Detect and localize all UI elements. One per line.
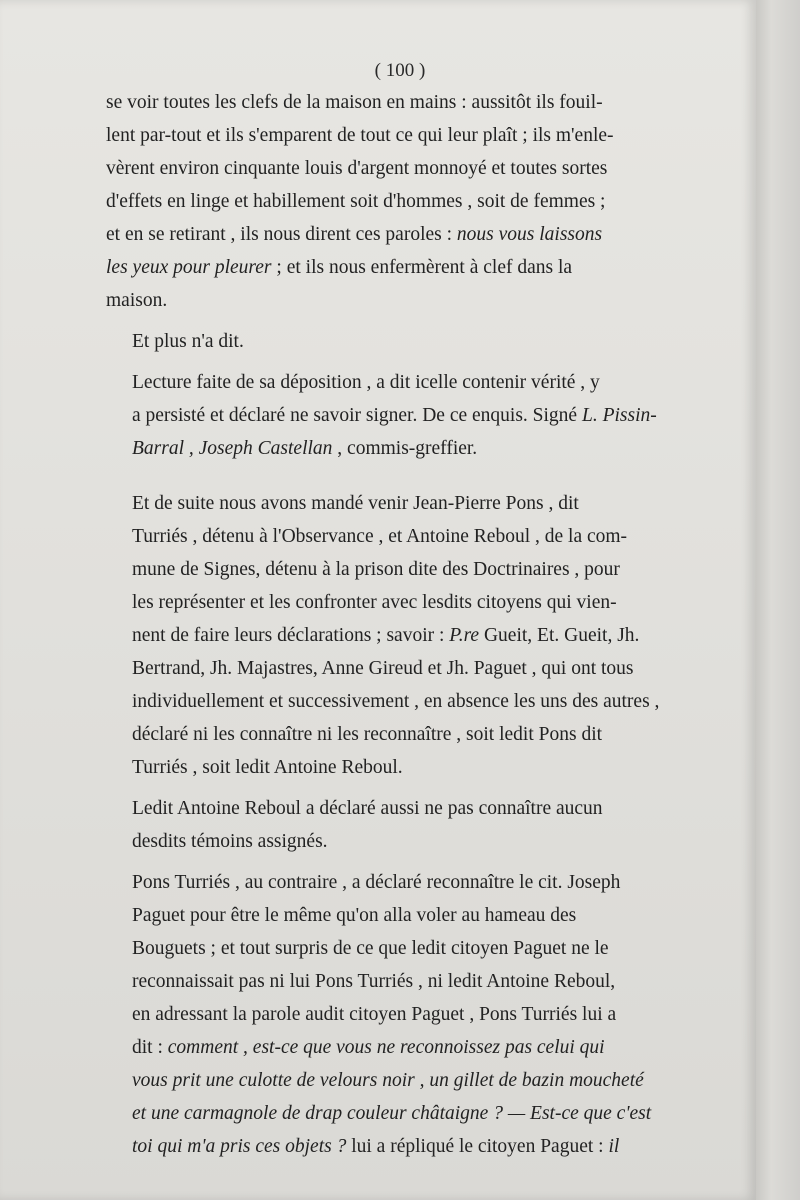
text-line [106,432,720,465]
text-segment: maison. [106,290,168,311]
text-line [106,325,720,358]
page-edge [756,0,800,1200]
italic-text: L. Pissin- [581,405,657,426]
italic-text: et une carmagnole de drap couleur châtaigne ? — Est-ce que c'est [132,1103,652,1124]
text-line [106,218,720,251]
text-line [106,520,720,553]
text-line [106,866,720,899]
text-segment: lui a répliqué le citoyen Paguet : [346,1136,609,1157]
text-segment: , commis-greffier. [332,438,478,459]
text-segment: les représenter et les confronter avec lesdits citoyens qui vien- [132,592,617,613]
text-segment: dit : [132,1037,168,1058]
paragraph [106,86,720,317]
text-line [106,1031,720,1064]
text-segment: Lecture faite de sa déposition , a dit icelle contenir vérité , y [132,372,600,393]
text-line [106,685,720,718]
text-segment: Gueit, Et. Gueit, Jh. [479,625,640,646]
italic-text: comment , est-ce que vous ne reconnoissez pas celui qui [167,1037,605,1058]
text-line [106,1064,720,1097]
text-segment: nent de faire leurs déclarations ; savoir : [132,625,450,646]
italic-text: toi qui m'a pris ces objets ? [132,1136,347,1157]
italic-text: Barral , Joseph Castellan [132,438,333,459]
text-segment: mune de Signes, détenu à la prison dite des Doctrinaires , pour [132,559,620,580]
text-segment: ; et ils nous enfermèrent à clef dans la [271,257,573,278]
text-line [106,718,720,751]
text-line [106,751,720,784]
italic-text: il [608,1136,620,1157]
text-segment: reconnaissait pas ni lui Pons Turriés , ni ledit Antoine Reboul, [132,971,616,992]
paragraph [106,487,720,784]
text-segment: Bertrand, Jh. Majastres, Anne Gireud et Jh. Paguet , qui ont tous [132,658,634,679]
text-segment: déclaré ni les connaître ni les reconnaître , soit ledit Pons dit [132,724,603,745]
text-line [106,586,720,619]
text-line [106,619,720,652]
text-line [106,553,720,586]
text-line [106,251,720,284]
text-segment: lent par-tout et ils s'emparent de tout ce qui leur plaît ; ils m'enle- [106,125,614,146]
text-line [106,792,720,825]
text-line [106,825,720,858]
text-line [106,284,720,317]
text-segment: Paguet pour être le même qu'on alla voler au hameau des [132,905,577,926]
text-line [106,899,720,932]
text-segment: Turriés , détenu à l'Observance , et Antoine Reboul , de la com- [132,526,628,547]
text-segment: en adressant la parole audit citoyen Paguet , Pons Turriés lui a [132,1004,617,1025]
text-line [106,1097,720,1130]
text-line [106,399,720,432]
text-line [106,1130,720,1163]
text-line [106,487,720,520]
italic-text: vous prit une culotte de velours noir , un gillet de bazin moucheté [132,1070,644,1091]
text-line [106,119,720,152]
text-segment: Pons Turriés , au contraire , a déclaré reconnaître le cit. Joseph [132,872,621,893]
text-line [106,965,720,998]
text-line [106,932,720,965]
text-line [106,86,720,119]
text-segment: a persisté et déclaré ne savoir signer. De ce enquis. Signé [132,405,582,426]
text-segment: d'effets en linge et habillement soit d'hommes , soit de femmes ; [106,191,606,212]
text-segment: Turriés , soit ledit Antoine Reboul. [132,757,403,778]
paragraph [106,866,720,1163]
text-segment: vèrent environ cinquante louis d'argent monnoyé et toutes sortes [106,158,608,179]
text-line [106,185,720,218]
text-segment: desdits témoins assignés. [132,831,328,852]
paragraph [106,325,720,358]
paragraph [106,792,720,858]
text-line [106,366,720,399]
text-segment: Ledit Antoine Reboul a déclaré aussi ne pas connaître aucun [132,798,603,819]
text-segment: se voir toutes les clefs de la maison en mains : aussitôt ils fouil- [106,92,603,113]
text-line [106,998,720,1031]
text-segment: Et plus n'a dit. [132,331,244,352]
text-segment: individuellement et successivement , en absence les uns des autres , [132,691,660,712]
text-line [106,152,720,185]
paragraph [106,366,720,465]
italic-text: P.re [449,625,480,646]
text-segment: et en se retirant , ils nous dirent ces paroles : [106,224,457,245]
text-segment: Bouguets ; et tout surpris de ce que ledit citoyen Paguet ne le [132,938,609,959]
body-text [106,86,720,1163]
page-number: ( 100 ) [374,60,426,81]
italic-text: les yeux pour pleurer [106,257,272,278]
italic-text: nous vous laissons [456,224,603,245]
text-line [106,652,720,685]
text-segment: Et de suite nous avons mandé venir Jean-Pierre Pons , dit [132,493,579,514]
